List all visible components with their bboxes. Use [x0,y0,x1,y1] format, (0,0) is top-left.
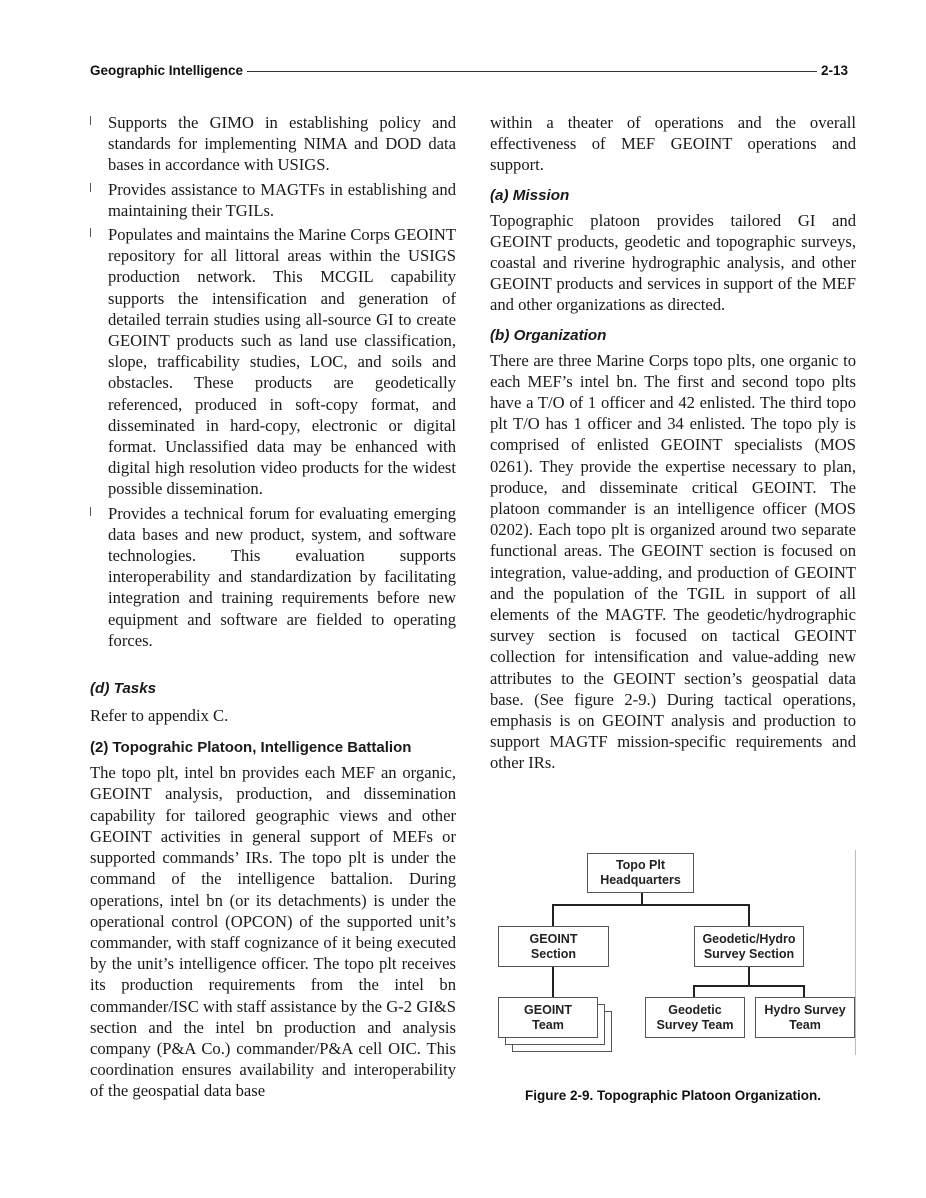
page-number: 2-13 [820,62,848,78]
bullet-icon [90,183,91,192]
connector-line [803,985,805,997]
node-survey-section: Geodetic/Hydro Survey Section [694,926,804,967]
mission-heading: (a) Mission [490,186,570,204]
connector-line [748,904,750,926]
connector-line [748,966,750,986]
bullet-text: Supports the GIMO in establishing policy and standards for implementing NIMA and DOD data bases in accordance with USIGS. [108,113,456,175]
figure-frame-line [855,850,856,1055]
tasks-heading: (d) Tasks [90,680,157,698]
connector-line [552,904,554,926]
continuation-text: within a theater of operations and the overall effectiveness of MEF GEOINT operations and support. [490,113,856,175]
node-geoint-section: GEOINT Section [498,926,609,967]
list-item [90,112,456,176]
bullet-text: Populates and maintains the Marine Corps GEOINT repository for all littoral areas within the USIGS production network. This MCGIL capability supports the intensification and generation of detailed terrain studies using all-source GI to create GEOINT products such as land use classification, slope, trafficability studies, LOC, and soils and obstacles. These products are geodetically referenced, produced in soft-copy format, and disseminated in hard-copy, electronic or digital format. Unclassified data may be enhanced with digital high resolution video products for the widest possible dissemination. [108,225,456,499]
list-item [90,503,456,651]
connector-line [552,904,750,906]
node-geoint-team: GEOINT Team [498,997,598,1038]
node-geodetic-survey-team: Geodetic Survey Team [645,997,745,1038]
org-chart-figure [490,848,860,1063]
bullet-text: Provides assistance to MAGTFs in establishing and maintaining their TGILs. [108,179,456,220]
connector-line [693,985,695,997]
bullet-icon [90,116,91,125]
figure-caption: Figure 2-9. Topographic Platoon Organization. [524,1088,821,1103]
running-header [90,60,848,80]
section-text: The topo plt, intel bn provides each MEF an organic, GEOINT analysis, production, and dissemination capability for tailored geographic views and other GEOINT activities in general support of MEFs or supported commands’ IRs. The topo plt is under the command of the intelligence battalion. During operations, intel bn (or its detachments) is under the operational control (OPCON) of the supported unit’s commander, with staff cognizance of it being executed by the unit’s intelligence officer. The topo plt receives its production requirements from the intel bn commander/ISC with staff assistance by the G-2 GI&S section and the intel bn production and analysis company (P&A Co.) commander/P&A cell OIC. This coordination ensures availability and interoperability of the geospatial data base [90,763,456,1101]
right-column [490,112,856,774]
list-item [90,224,456,500]
section-heading: (2) Topograhic Platoon, Intelligence Battalion [90,739,412,757]
node-topo-plt-headquarters: Topo Plt Headquarters [587,853,694,893]
bullet-text: Provides a technical forum for evaluating emerging data bases and new product, system, and software technologies. This evaluation supports interoperability and standardization by facilitating integration and training requirements before new equipment and software are fielded to operating forces. [108,503,456,650]
bullet-icon [90,228,91,237]
header-rule [247,71,817,72]
organization-text: There are three Marine Corps topo plts, one organic to each MEF’s intel bn. The first and second topo plts have a T/O of 1 officer and 42 enlisted. The third topo plt T/O has 1 officer and 34 enlisted. The topo ply is comprised of enlisted GEOINT specialists (MOS 0261). They provide the expertise necessary to plan, produce, and disseminate critical GEOINT. The platoon commander is an intelligence officer (MOS 0202). Each topo plt is organized around two separate functional areas. The GEOINT section is focused on integration, value-adding, and production of GEOINT and the population of the TGIL in support of all elements of the MAGTF. The geodetic/hydrographic survey section is focused on tactical GEOINT collection for intensification and value-adding new attributes to the GEOINT section’s geospatial data base. (See figure 2-9.) During tactical operations, emphasis is on GEOINT analysis and production to support MAGTF mission-specific requirements and other IRs. [490,350,856,773]
connector-line [641,891,643,905]
connector-line [693,985,803,987]
responsibilities-list [90,112,456,651]
tasks-text: Refer to appendix C. [90,706,229,726]
left-column [90,112,456,1102]
node-hydro-survey-team: Hydro Survey Team [755,997,855,1038]
organization-heading: (b) Organization [490,326,607,344]
bullet-icon [90,507,91,516]
chapter-title: Geographic Intelligence [90,62,244,78]
mission-text: Topographic platoon provides tailored GI and GEOINT products, geodetic and topographic surveys, coastal and riverine hydrographic analysis, and other GEOINT products and services in support of the MEF and other organizations as directed. [490,210,856,315]
list-item [90,179,456,221]
